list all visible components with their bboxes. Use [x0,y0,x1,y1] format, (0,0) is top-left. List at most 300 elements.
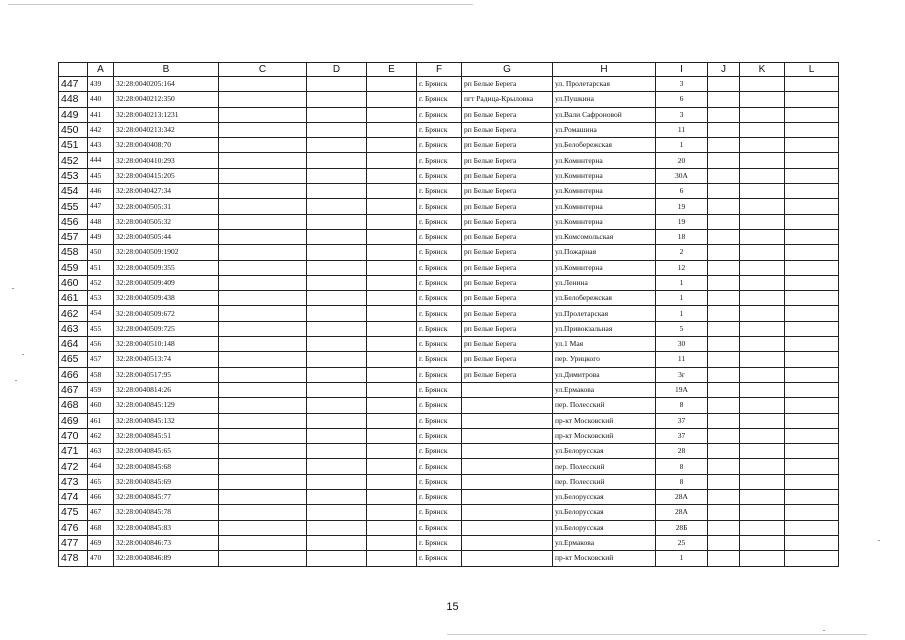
cell-c [219,229,307,244]
cell-h: ул.Ермакова [553,382,656,397]
cell-e [367,382,417,397]
row-number: 448 [59,92,88,107]
cell-k [740,168,785,183]
cell-f: г. Брянск [417,184,462,199]
cell-b: 32:28:0040509:438 [114,291,219,306]
cell-f: г. Брянск [417,321,462,336]
cell-j [708,382,740,397]
cell-c [219,413,307,428]
scan-speck [12,288,14,289]
row-number: 473 [59,474,88,489]
row-number: 477 [59,535,88,550]
cell-e [367,413,417,428]
spreadsheet-table [58,62,839,567]
cell-d [307,444,367,459]
cell-b: 32:28:0040213:1231 [114,107,219,122]
table-row [59,306,839,321]
cell-j [708,551,740,566]
cell-h: ул.Коминтерна [553,260,656,275]
cell-d [307,428,367,443]
column-header-i: I [656,63,708,77]
cell-b: 32:28:0040845:83 [114,520,219,535]
cell-a: 462 [88,428,114,443]
table-row [59,229,839,244]
cell-k [740,214,785,229]
cell-b: 32:28:0040845:51 [114,428,219,443]
row-number: 475 [59,505,88,520]
cell-b: 32:28:0040509:1902 [114,245,219,260]
cell-l [785,138,839,153]
cell-j [708,337,740,352]
cell-i: 19А [656,382,708,397]
cell-i: 1 [656,138,708,153]
row-number: 468 [59,398,88,413]
cell-d [307,92,367,107]
cell-k [740,77,785,92]
table-row [59,138,839,153]
table-row [59,505,839,520]
table-row [59,444,839,459]
cell-e [367,168,417,183]
cell-j [708,520,740,535]
cell-i: 3 [656,107,708,122]
cell-d [307,275,367,290]
cell-e [367,474,417,489]
table-row [59,77,839,92]
cell-l [785,260,839,275]
cell-h: пр-кт Московский [553,428,656,443]
cell-f: г. Брянск [417,153,462,168]
cell-c [219,107,307,122]
cell-c [219,153,307,168]
cell-l [785,229,839,244]
cell-c [219,490,307,505]
cell-l [785,474,839,489]
row-number: 465 [59,352,88,367]
cell-d [307,321,367,336]
cell-j [708,138,740,153]
cell-i: 8 [656,398,708,413]
cell-g [462,535,553,550]
cell-f: г. Брянск [417,505,462,520]
cell-c [219,291,307,306]
row-number: 458 [59,245,88,260]
cell-f: г. Брянск [417,459,462,474]
corner-cell [59,63,88,77]
cell-a: 466 [88,490,114,505]
cell-i: 37 [656,413,708,428]
cell-f: г. Брянск [417,138,462,153]
table-row [59,321,839,336]
cell-h: ул.Белорусская [553,520,656,535]
cell-c [219,337,307,352]
cell-k [740,275,785,290]
cell-f: г. Брянск [417,352,462,367]
cell-j [708,428,740,443]
table-row [59,398,839,413]
table-row [59,260,839,275]
cell-d [307,245,367,260]
cell-l [785,413,839,428]
cell-a: 439 [88,77,114,92]
cell-a: 441 [88,107,114,122]
cell-f: г. Брянск [417,291,462,306]
cell-l [785,214,839,229]
cell-a: 464 [88,459,114,474]
cell-f: г. Брянск [417,214,462,229]
cell-h: ул.Коминтерна [553,184,656,199]
cell-h: пер. Полесский [553,398,656,413]
cell-e [367,459,417,474]
table-row [59,474,839,489]
cell-g: рп Белые Берега [462,245,553,260]
cell-d [307,229,367,244]
table-row [59,291,839,306]
row-number: 472 [59,459,88,474]
cell-j [708,214,740,229]
cell-i: 19 [656,214,708,229]
cell-d [307,199,367,214]
cell-a: 444 [88,153,114,168]
cell-j [708,413,740,428]
column-header-b: B [114,63,219,77]
cell-k [740,490,785,505]
cell-e [367,505,417,520]
cell-e [367,122,417,137]
table-row [59,199,839,214]
table-row [59,245,839,260]
cell-j [708,459,740,474]
cell-l [785,153,839,168]
cell-i: 1 [656,551,708,566]
cell-a: 448 [88,214,114,229]
cell-k [740,474,785,489]
cell-h: пер. Полесский [553,459,656,474]
cell-a: 442 [88,122,114,137]
cell-d [307,490,367,505]
cell-h: ул.Белорусская [553,490,656,505]
cell-b: 32:28:0040505:31 [114,199,219,214]
cell-k [740,306,785,321]
cell-l [785,168,839,183]
cell-i: 12 [656,260,708,275]
cell-f: г. Брянск [417,382,462,397]
cell-c [219,551,307,566]
cell-b: 32:28:0040205:164 [114,77,219,92]
cell-f: г. Брянск [417,520,462,535]
cell-k [740,107,785,122]
cell-i: 5 [656,321,708,336]
cell-h: ул.Вали Сафроновой [553,107,656,122]
cell-h: ул.Белобережская [553,291,656,306]
scan-speck [823,630,825,631]
cell-j [708,321,740,336]
cell-c [219,199,307,214]
cell-b: 32:28:0040505:32 [114,214,219,229]
cell-e [367,352,417,367]
cell-d [307,505,367,520]
cell-b: 32:28:0040510:148 [114,337,219,352]
cell-k [740,413,785,428]
cell-k [740,260,785,275]
cell-g: рп Белые Берега [462,77,553,92]
cell-h: ул.Пушкина [553,92,656,107]
cell-j [708,275,740,290]
cell-d [307,77,367,92]
cell-c [219,260,307,275]
cell-a: 445 [88,168,114,183]
cell-a: 457 [88,352,114,367]
table-row [59,168,839,183]
cell-b: 32:28:0040845:77 [114,490,219,505]
cell-j [708,398,740,413]
cell-e [367,291,417,306]
cell-f: г. Брянск [417,168,462,183]
cell-l [785,352,839,367]
cell-d [307,382,367,397]
cell-g: рп Белые Берега [462,291,553,306]
cell-b: 32:28:0040408:70 [114,138,219,153]
cell-g [462,444,553,459]
table-row [59,551,839,566]
table-row [59,122,839,137]
cell-h: ул.Димитрова [553,367,656,382]
cell-d [307,260,367,275]
cell-d [307,398,367,413]
cell-c [219,520,307,535]
scan-speck [22,354,24,355]
row-number: 459 [59,260,88,275]
cell-j [708,490,740,505]
cell-i: 19 [656,199,708,214]
cell-f: г. Брянск [417,398,462,413]
cell-g [462,428,553,443]
cell-e [367,321,417,336]
cell-a: 468 [88,520,114,535]
cell-b: 32:28:0040814:26 [114,382,219,397]
cell-c [219,306,307,321]
cell-l [785,459,839,474]
cell-i: 1 [656,275,708,290]
cell-d [307,214,367,229]
cell-c [219,122,307,137]
cell-e [367,520,417,535]
cell-f: г. Брянск [417,260,462,275]
cell-g: рп Белые Берега [462,153,553,168]
row-number: 464 [59,337,88,352]
cell-g: рп Белые Берега [462,367,553,382]
column-header-f: F [417,63,462,77]
cell-b: 32:28:0040212:350 [114,92,219,107]
cell-l [785,77,839,92]
cell-g: рп Белые Берега [462,107,553,122]
cell-d [307,413,367,428]
column-header-j: J [708,63,740,77]
cell-i: 28А [656,490,708,505]
cell-g: рп Белые Берега [462,122,553,137]
cell-e [367,77,417,92]
row-number: 452 [59,153,88,168]
cell-j [708,245,740,260]
cell-b: 32:28:0040845:68 [114,459,219,474]
cell-k [740,153,785,168]
cell-a: 451 [88,260,114,275]
row-number: 471 [59,444,88,459]
row-number: 461 [59,291,88,306]
cell-a: 455 [88,321,114,336]
cell-k [740,291,785,306]
cell-k [740,138,785,153]
cell-b: 32:28:0040410:293 [114,153,219,168]
cell-l [785,306,839,321]
bottom-rule [447,634,867,635]
cell-k [740,122,785,137]
cell-a: 459 [88,382,114,397]
row-number: 454 [59,184,88,199]
cell-i: 6 [656,184,708,199]
cell-e [367,535,417,550]
cell-e [367,337,417,352]
cell-c [219,77,307,92]
cell-h: ул.Ленина [553,275,656,290]
cell-g: рп Белые Берега [462,184,553,199]
row-number: 460 [59,275,88,290]
cell-c [219,184,307,199]
cell-l [785,199,839,214]
cell-h: ул.Пролетарская [553,306,656,321]
cell-c [219,459,307,474]
cell-d [307,367,367,382]
table-row [59,459,839,474]
cell-f: г. Брянск [417,107,462,122]
cell-f: г. Брянск [417,245,462,260]
cell-g: рп Белые Берега [462,321,553,336]
cell-i: 11 [656,122,708,137]
cell-f: г. Брянск [417,306,462,321]
cell-a: 458 [88,367,114,382]
cell-k [740,199,785,214]
cell-b: 32:28:0040517:95 [114,367,219,382]
cell-j [708,474,740,489]
cell-a: 440 [88,92,114,107]
cell-g: рп Белые Берега [462,260,553,275]
cell-h: ул.Коминтерна [553,199,656,214]
table-row [59,337,839,352]
cell-h: ул.Коминтерна [553,214,656,229]
cell-c [219,382,307,397]
cell-d [307,306,367,321]
table-row [59,367,839,382]
cell-i: 2 [656,245,708,260]
cell-j [708,199,740,214]
cell-l [785,398,839,413]
cell-d [307,337,367,352]
cell-a: 467 [88,505,114,520]
cell-j [708,77,740,92]
table-row [59,92,839,107]
cell-k [740,535,785,550]
cell-f: г. Брянск [417,490,462,505]
cell-b: 32:28:0040845:132 [114,413,219,428]
cell-a: 470 [88,551,114,566]
cell-k [740,321,785,336]
cell-k [740,352,785,367]
cell-k [740,337,785,352]
cell-f: г. Брянск [417,413,462,428]
column-header-l: L [785,63,839,77]
cell-h: ул.Белорусская [553,444,656,459]
row-number: 474 [59,490,88,505]
cell-k [740,367,785,382]
cell-g: рп Белые Берега [462,168,553,183]
cell-e [367,199,417,214]
cell-j [708,505,740,520]
cell-i: 6 [656,92,708,107]
cell-f: г. Брянск [417,428,462,443]
cell-l [785,382,839,397]
cell-c [219,321,307,336]
cell-b: 32:28:0040845:65 [114,444,219,459]
row-number: 466 [59,367,88,382]
cell-l [785,92,839,107]
cell-c [219,214,307,229]
cell-f: г. Брянск [417,535,462,550]
cell-k [740,184,785,199]
cell-k [740,459,785,474]
cell-g [462,413,553,428]
cell-b: 32:28:0040845:78 [114,505,219,520]
cell-a: 449 [88,229,114,244]
cell-a: 450 [88,245,114,260]
cell-f: г. Брянск [417,444,462,459]
cell-h: пер. Полесский [553,474,656,489]
cell-d [307,535,367,550]
cell-l [785,535,839,550]
row-number: 476 [59,520,88,535]
cell-l [785,505,839,520]
cell-d [307,551,367,566]
cell-h: ул.1 Мая [553,337,656,352]
cell-b: 32:28:0040846:73 [114,535,219,550]
cell-e [367,138,417,153]
cell-e [367,428,417,443]
cell-g: рп Белые Берега [462,214,553,229]
cell-c [219,138,307,153]
cell-k [740,551,785,566]
row-number: 449 [59,107,88,122]
cell-h: ул.Белорусская [553,505,656,520]
cell-a: 461 [88,413,114,428]
cell-k [740,444,785,459]
cell-b: 32:28:0040513:74 [114,352,219,367]
column-header-d: D [307,63,367,77]
cell-g [462,505,553,520]
cell-b: 32:28:0040846:89 [114,551,219,566]
row-number: 462 [59,306,88,321]
cell-h: ул.Коминтерна [553,153,656,168]
cell-b: 32:28:0040415:205 [114,168,219,183]
cell-g: рп Белые Берега [462,199,553,214]
top-rule [8,4,473,5]
cell-f: г. Брянск [417,367,462,382]
cell-f: г. Брянск [417,77,462,92]
table-row [59,275,839,290]
cell-h: ул.Белобережская [553,138,656,153]
cell-i: 37 [656,428,708,443]
table-row [59,352,839,367]
cell-i: 30 [656,337,708,352]
cell-b: 32:28:0040509:355 [114,260,219,275]
